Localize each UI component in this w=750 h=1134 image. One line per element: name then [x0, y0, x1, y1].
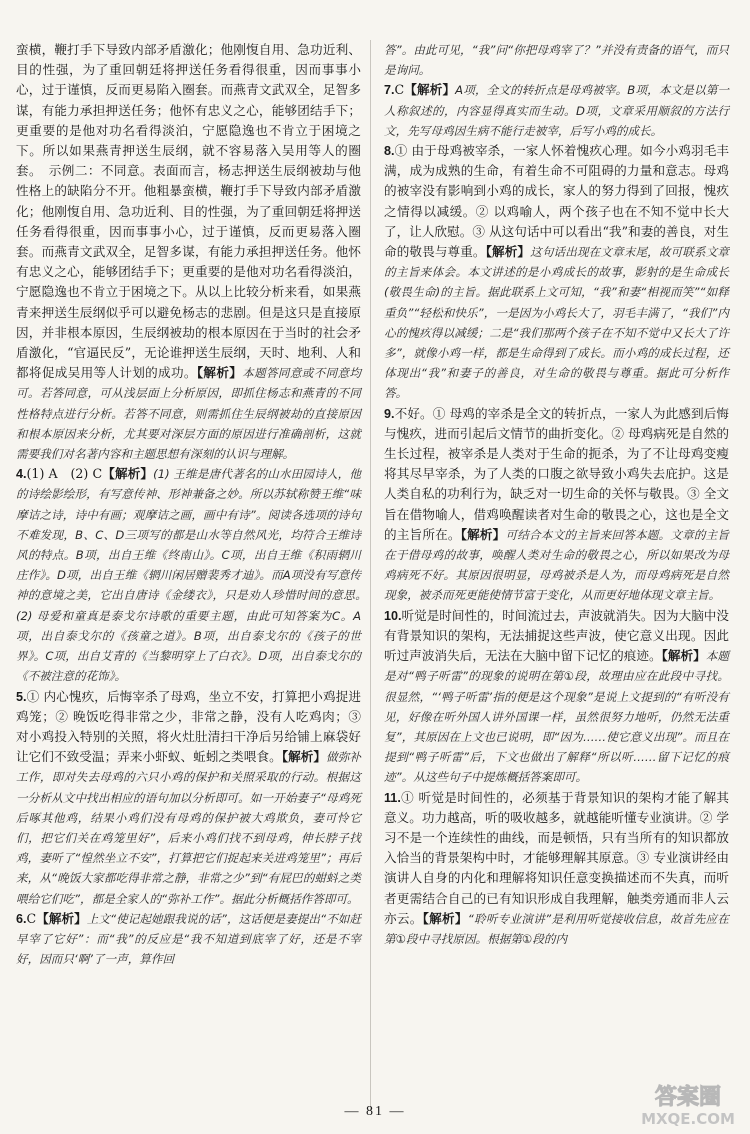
analysis-tag: 【解析】 — [281, 750, 327, 765]
watermark-line1: 答案圈 — [654, 1085, 722, 1110]
answer-11-number: 11. — [384, 790, 401, 805]
analysis-tag: 【解析】 — [102, 467, 154, 482]
answer-7 — [384, 80, 729, 141]
answer-5-analysis: 做弥补工作，即对失去母鸡的六只小鸡的保护和关照采取的行动。根据这一分析从文中找出相应的语句加以分析即可。如一开始妻子“母鸡死后啄其他鸡，结果小鸡们没有母鸡的保护被大鸡欺负，妻可怜它们，把它们关在鸡笼里好”，后来小鸡们找不到母鸡，伸长脖子找鸡，妻听了“惶然坐立不安”，打算把它们捉起来关进鸡笼里”；再后来，从“晚饭大家都吃得非常之静，非常之少”到“有屁巴的蚶蚪之类喂给它们吃”，都是全家人的“弥补工作”。据此分析概括作答即可。 — [16, 750, 361, 906]
answer-8 — [384, 141, 729, 404]
column-divider — [370, 40, 371, 1110]
answer-8-analysis: 这句话出现在文章末尾，故可联系文章的主旨来体会。本文讲述的是小鸡成长的故事，影射的是生命成长(敬畏生命)的主旨。据此联系上文可知，“我”和妻“相视而笑”“如释重负”“轻松和快乐”，一是因为小鸡长大了，羽毛丰满了，“我们”内心的愧疚得以减缓；二是“我们那两个孩子在不知不觉中又长大了许多”，就像小鸡一样，都是生命得到了成长。而小鸡的成长过程，还体现出“我”和妻子的善良，对生命的敬畏与尊重。据此可分析作答。 — [384, 245, 729, 401]
answer-4-body: (1) A (2) C — [26, 466, 103, 482]
answer-8-number: 8. — [384, 144, 395, 159]
analysis-tag: 【解析】 — [485, 245, 531, 260]
answer-11 — [384, 788, 729, 950]
answer-5 — [16, 687, 361, 909]
answer-6-continued — [384, 40, 729, 80]
answer-8-body: ① 由于母鸡被宰杀，一家人怀着愧疚心理。如今小鸡羽毛丰满，成为成熟的生命，有着生命不可阻碍的力量和意志。母鸡的被宰没有影响到小鸡的成长，家人的努力得到了回报，愧疚之情得以减缓。② 以鸡喻人，两个孩子也在不知不觉中长大了，让人欣慰。③ 从这句话中可以看出“我”和妻的善良，对生命的敬畏与尊重。 — [384, 143, 729, 260]
watermark-logo-graphic — [632, 1078, 744, 1130]
analysis-tag: 【解析】 — [661, 649, 706, 664]
answer-9-body: 不好。① 母鸡的宰杀是全文的转折点，一家人为此感到后悔与愧疚，进而引起后文情节的曲折变化。② 母鸡病死是自然的生长过程，被宰杀是人类对于生命的扼杀，为了不让母鸡变瘦将其尽早宰杀，为了人类的口腹之欲导致小鸡失去庇护。这是人类自私的功利行为，缺乏对一切生命的关怀与敬畏。③ 全文旨在借物喻人，借鸡唤醒读者对生命的敬畏之心，这也是全文的主旨所在。 — [384, 405, 729, 542]
answer-10-analysis: 本题是对“鸭子听雷”的现象的说明在第①段，故理由应在此段中寻找。很显然，“‘鸭子听雷’指的便是这个现象”是说上文提到的“有听没有见，好像在听外国人讲外国课一样，虽然很努力地听，仍然无法重复”，其原因在上文也已说明，即“因为……使它意义出现”。而且在提到“鸭子听雷”后，下文也做出了解释“所以听……留下记忆的痕迹”。从这些句子中提炼概括答案即可。 — [384, 649, 730, 785]
answer-6-analysis-continued: 答”。由此可见，“我”问“你把母鸡宰了？”并没有责备的语气，而只是询问。 — [384, 43, 729, 78]
answer-4-analysis: (1) 王维是唐代著名的山水田园诗人，他的诗绘影绘形，有写意传神、形神兼备之妙。所以苏轼称赞王维“味摩诘之诗，诗中有画；观摩诘之画，画中有诗”。阅读各选项的诗句不难发现，B、C、D三项写的都是山水等自然风光，均符合王维诗风的特点。B项，出自王维《终南山》。C项，出自王维《积雨辋川庄作》。D项，出自王维《辋川闲居赠裴秀才迪》。而A项没有写意传神的意境之美，它出自唐诗《金缕衣》，只是劝人珍惜时间的意思。 (2) 母爱和童真是泰戈尔诗歌的重要主题，由此可知答案为C。A项，出自泰戈尔的《孩童之道》。B项，出自泰戈尔的《孩子的世界》。C项，出自艾青的《当黎明穿上了白衣》。D项，出自泰戈尔的《不被注意的花饰》。 — [16, 467, 373, 684]
analysis-tag: 【解析】 — [36, 911, 87, 926]
analysis-tag: 【解析】 — [460, 527, 506, 542]
answer-10-body: 听觉是时间性的，时间流过去，声波就消失。因为大脑中没有背景知识的架构，无法捕捉这些声波，使它意义出现。因此听过声波消失后，无法在大脑中留下记忆的痕迹。 — [384, 607, 729, 664]
answer-10-number: 10. — [384, 608, 402, 623]
answer-6-body: C — [26, 910, 37, 926]
left-column — [16, 40, 373, 969]
analysis-tag: 【解析】 — [422, 911, 468, 926]
watermark-line2: MXQE.COM — [641, 1110, 735, 1128]
right-column — [384, 40, 729, 949]
answer-7-body: C — [394, 82, 405, 98]
answer-3-analysis: 本题答同意或不同意均可。若答同意，可从浅层面上分析原因，即抓住杨志和燕青的不同性格特点进行分析。若答不同意，则需抓住生辰纲被劫的直接原因和根本原因来分析，尤其要对深层方面的原因进行准确剖析，这就需要我们对名著内容和主题思想有深刻的认识与理解。 — [16, 366, 361, 462]
answer-11-analysis: “聆听专业演讲”是利用听觉接收信息，故首先应在第①段中寻找原因。根据第①段的内 — [384, 911, 730, 946]
answer-9-analysis: 可结合本文的主旨来回答本题。文章的主旨在于借母鸡的故事，唤醒人类对生命的敬畏之心，所以如果改为母鸡病死不好。其原因很明显，母鸡被杀是人为，而母鸡病死是自然现象，被杀而死更能使情节富于变化，从而更好地体现文章主旨。 — [384, 527, 730, 603]
answer-6-analysis: 上文“使记起她跟我说的话”，这话便是妻提出“不如赶早宰了它好”：而“我”的反应是“我不知道到底宰了好，还是不宰好，因而只‘啊’了一声，算作回 — [16, 911, 362, 967]
answer-3-body: 蛮横，鞭打手下导致内部矛盾激化；他刚愎自用、急功近利、目的性强，为了重回朝廷将押送任务看得很重，因而事事小心，过于谨慎，反而更易陷入圈套。而燕青文武双全，足智多谋，有能力承担押送任务；他怀有忠义之心，能够团结手下；更重要的是他对功名看得淡泊，宁愿隐逸也不肯立于困境之下。所以如果燕青押送生辰纲，就不容易落入吴用等人的圈套。 示例二：不同意。表面而言，杨志押送生辰纲被劫与他性格上的缺陷分不开。他粗暴蛮横，鞭打手下导致内部矛盾激化；他刚愎自用、急功近利、目的性强，为了重回朝廷将押送任务看得很重，因而事事小心，过于谨慎，反而更易落入圈套。而燕青文武双全，足智多谋，有能力承担押送任务。他怀有忠义之心，能够团结手下；更重要的是他对功名看得淡泊，宁愿隐逸也不肯立于困境之下。从以上比较分析来看，如果燕青来押送生辰纲似乎可以避免杨志的悲剧。但是这只是直接原因，并非根本原因，生辰纲被劫的根本原因在于当时的社会矛盾激化，“官逼民反”，无论谁押送生辰纲，天时、地利、人和都将促成吴用等人计划的成功。 — [16, 42, 361, 381]
answer-3-continued — [16, 40, 361, 464]
watermark-logo — [632, 1078, 744, 1130]
answer-4 — [16, 464, 373, 686]
answer-5-number: 5. — [16, 689, 27, 704]
answer-6 — [16, 909, 361, 970]
answer-10 — [384, 606, 729, 788]
page-number: — 81 — — [344, 1104, 406, 1119]
answer-7-number: 7. — [384, 83, 395, 98]
answer-7-analysis: A项，全文的转折点是母鸡被宰。B项，本文是以第一人称叙述的，内容显得真实而生动。D项，文章采用顺叙的方法行文，先写母鸡因生病不能行走被宰，后写小鸡的成长。 — [384, 83, 730, 138]
answer-6-number: 6. — [16, 911, 27, 926]
answer-11-body: ① 听觉是时间性的，必须基于背景知识的架构才能了解其意义。功力越高，听的吸收越多，就越能听懂专业演讲。② 学习不是一个连续性的曲线，而是顿悟，只有当所有的知识都放入恰当的背景架构中时，才能够理解其原意。③ 专业演讲经由演讲人自身的内化和理解将知识任意变换描述而不失真，而听者更需结合自己的已有知识形成自我理解，触类旁通而非人云亦云。 — [384, 789, 729, 926]
analysis-tag: 【解析】 — [196, 366, 243, 381]
analysis-tag: 【解析】 — [404, 83, 456, 98]
answer-9-number: 9. — [384, 406, 395, 421]
answer-5-body: ① 内心愧疚，后悔宰杀了母鸡，坐立不安，打算把小鸡捉进鸡笼；② 晚饭吃得非常之少，非常之静，没有人吃鸡肉；③ 对小鸡投入特别的关照，将火灶肚清扫干净后另给铺上麻袋好让它们不致受温；弄来小虾蚁、蚯蚓之类喂食。 — [16, 688, 361, 765]
answer-9 — [384, 404, 729, 606]
answer-4-number: 4. — [16, 467, 27, 482]
